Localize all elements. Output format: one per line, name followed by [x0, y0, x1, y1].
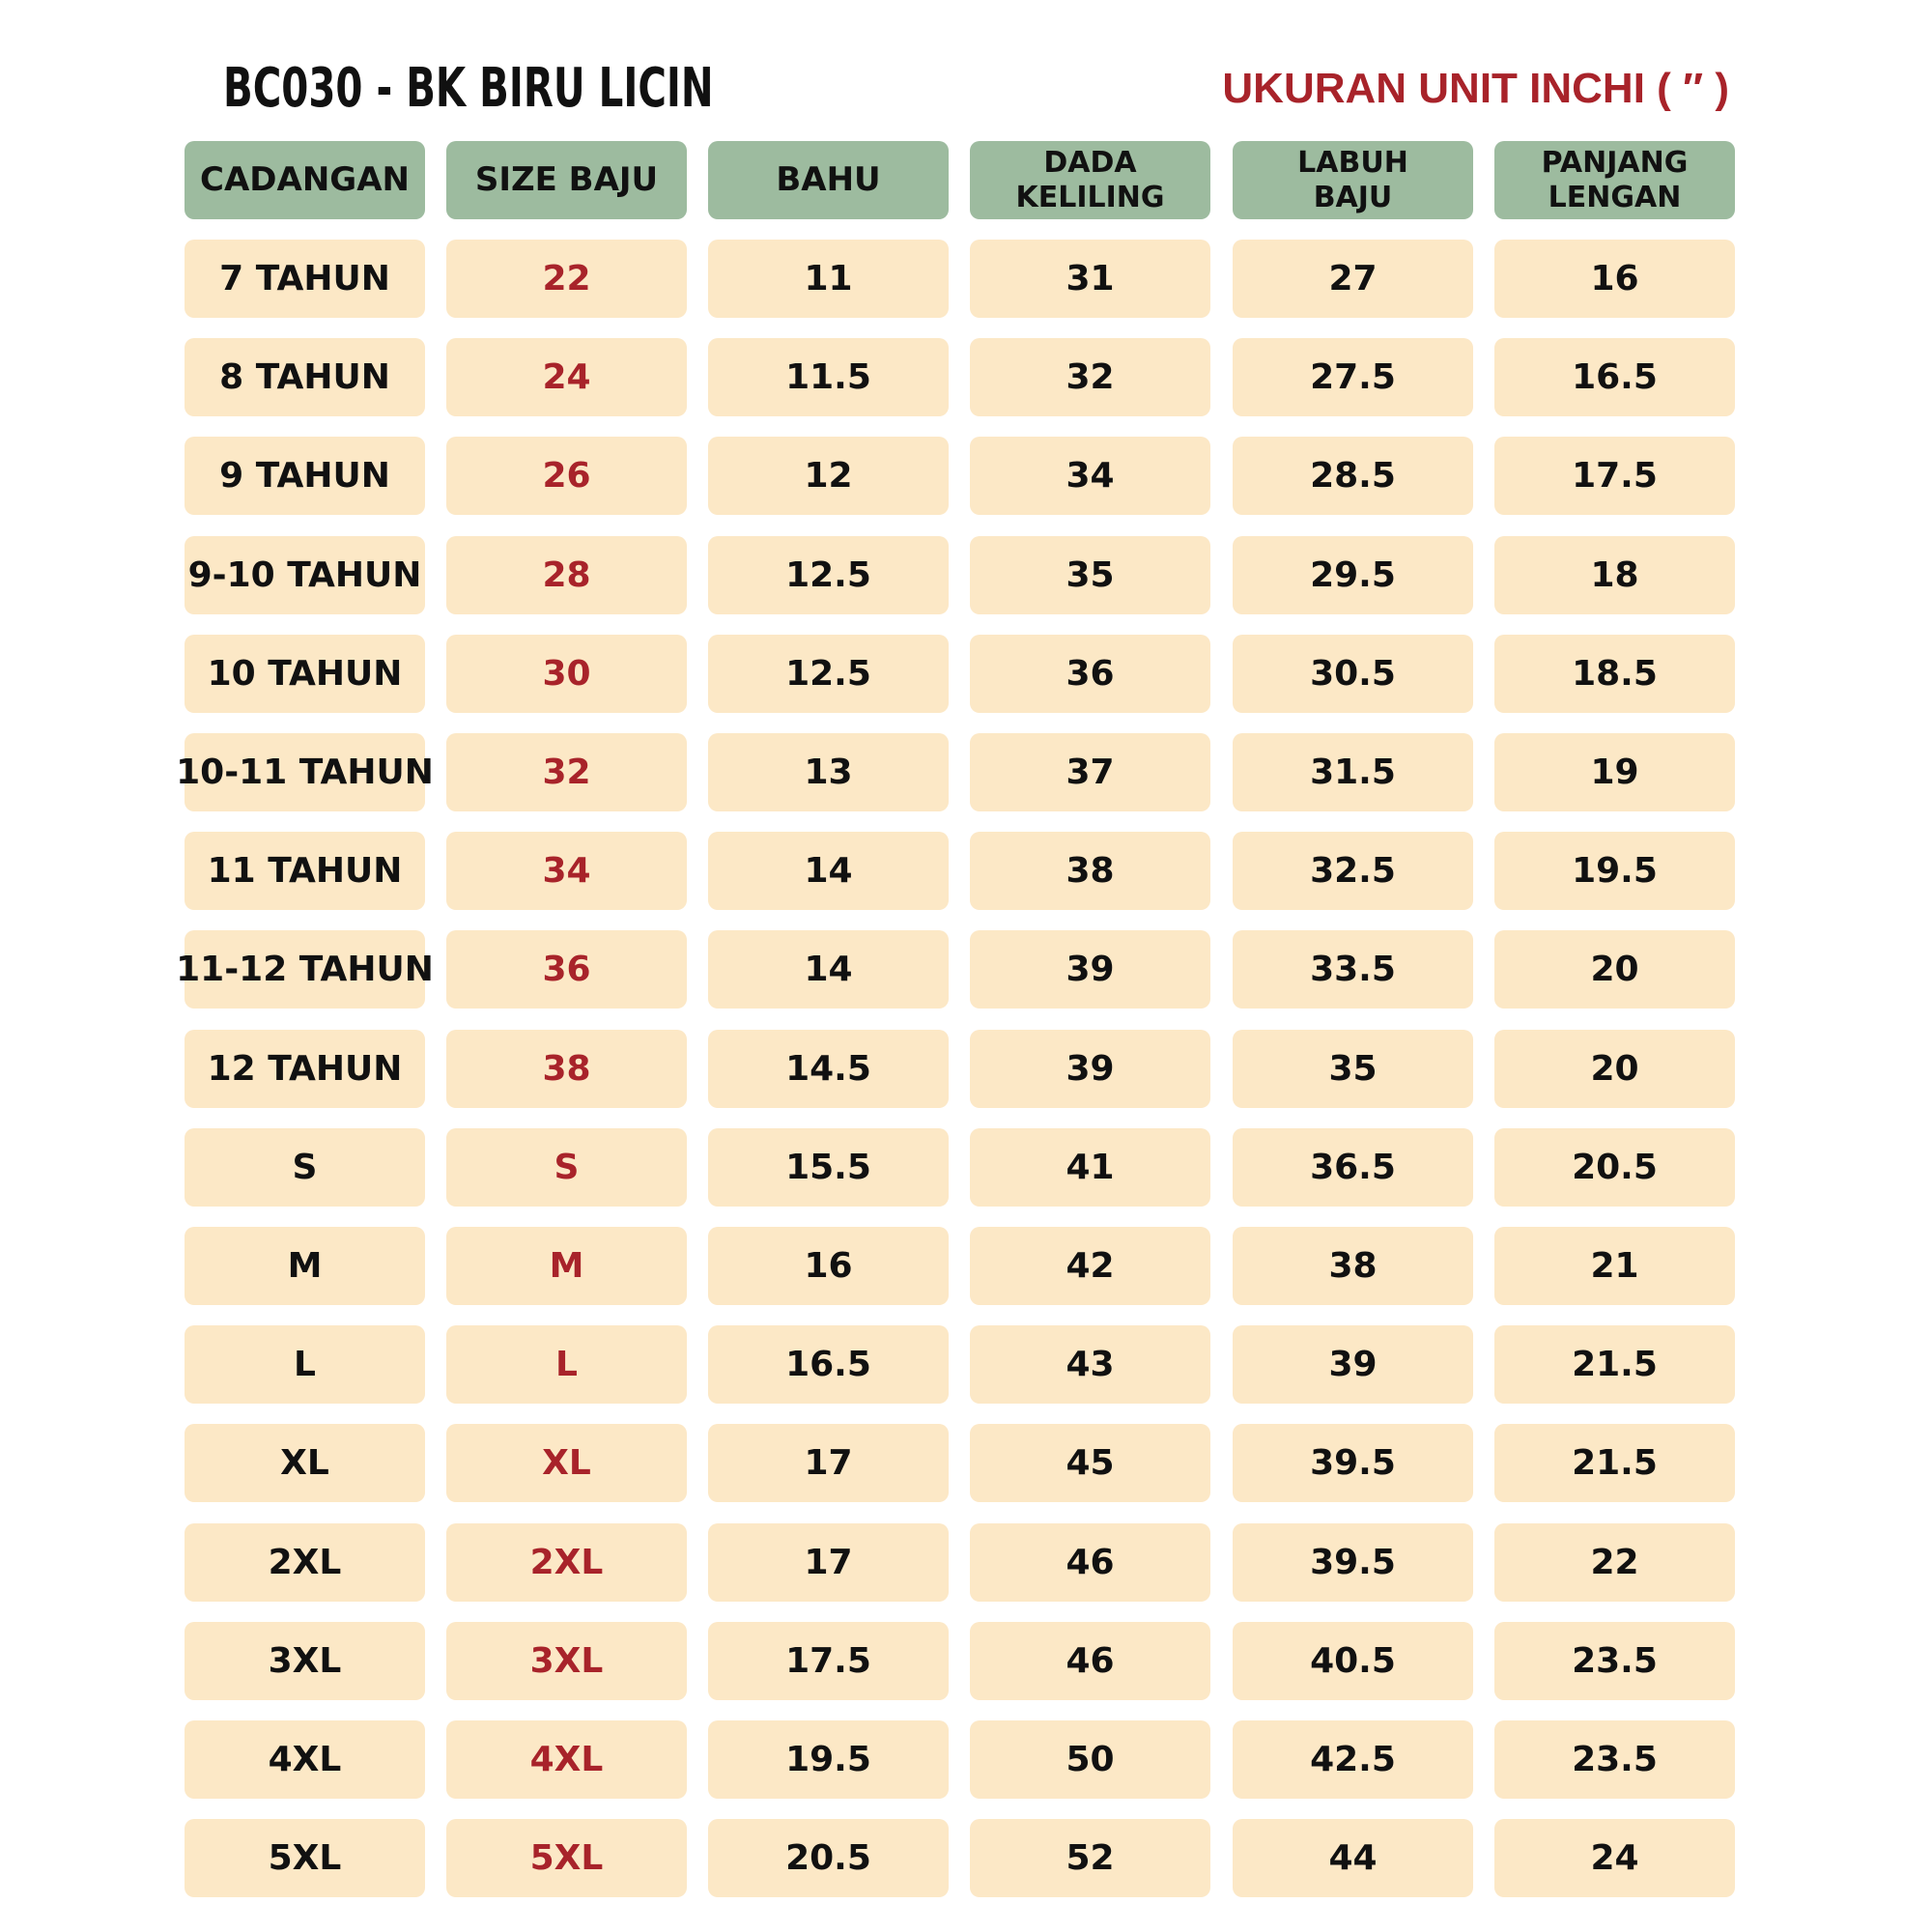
cell-labuh-baju: 27 — [1233, 240, 1473, 318]
cell-bahu: 17 — [708, 1424, 949, 1502]
cell-cadangan: 5XL — [185, 1819, 425, 1897]
cell-size-baju: 4XL — [446, 1720, 687, 1799]
cell-cadangan: 11-12 TAHUN — [185, 930, 425, 1009]
chart-title: BC030 - BK BIRU LICIN — [223, 57, 714, 120]
cell-bahu: 12.5 — [708, 635, 949, 713]
cell-dada-keliling: 52 — [970, 1819, 1210, 1897]
cell-dada-keliling: 41 — [970, 1128, 1210, 1207]
cell-cadangan: 3XL — [185, 1622, 425, 1700]
cell-panjang-lengan: 16 — [1494, 240, 1735, 318]
cell-dada-keliling: 43 — [970, 1325, 1210, 1404]
cell-cadangan: 10 TAHUN — [185, 635, 425, 713]
cell-bahu: 16.5 — [708, 1325, 949, 1404]
cell-panjang-lengan: 19 — [1494, 733, 1735, 811]
cell-cadangan: 7 TAHUN — [185, 240, 425, 318]
cell-panjang-lengan: 20.5 — [1494, 1128, 1735, 1207]
cell-labuh-baju: 42.5 — [1233, 1720, 1473, 1799]
cell-size-baju: 22 — [446, 240, 687, 318]
cell-dada-keliling: 42 — [970, 1227, 1210, 1305]
cell-bahu: 13 — [708, 733, 949, 811]
cell-labuh-baju: 35 — [1233, 1030, 1473, 1108]
cell-size-baju: S — [446, 1128, 687, 1207]
cell-size-baju: 30 — [446, 635, 687, 713]
cell-dada-keliling: 31 — [970, 240, 1210, 318]
cell-dada-keliling: 45 — [970, 1424, 1210, 1502]
cell-cadangan: 4XL — [185, 1720, 425, 1799]
cell-labuh-baju: 39 — [1233, 1325, 1473, 1404]
cell-bahu: 11.5 — [708, 338, 949, 416]
cell-bahu: 11 — [708, 240, 949, 318]
cell-dada-keliling: 39 — [970, 930, 1210, 1009]
unit-label: UKURAN UNIT INCHI ( ″ ) — [1222, 65, 1729, 112]
cell-panjang-lengan: 21.5 — [1494, 1325, 1735, 1404]
cell-size-baju: 36 — [446, 930, 687, 1009]
cell-panjang-lengan: 18 — [1494, 536, 1735, 614]
cell-labuh-baju: 29.5 — [1233, 536, 1473, 614]
cell-cadangan: 8 TAHUN — [185, 338, 425, 416]
cell-cadangan: XL — [185, 1424, 425, 1502]
cell-size-baju: 3XL — [446, 1622, 687, 1700]
cell-cadangan: 10-11 TAHUN — [185, 733, 425, 811]
cell-labuh-baju: 44 — [1233, 1819, 1473, 1897]
column-header-size-baju: SIZE BAJU — [446, 141, 687, 219]
cell-size-baju: XL — [446, 1424, 687, 1502]
cell-size-baju: 2XL — [446, 1523, 687, 1602]
cell-labuh-baju: 28.5 — [1233, 437, 1473, 515]
cell-cadangan: 9-10 TAHUN — [185, 536, 425, 614]
cell-panjang-lengan: 17.5 — [1494, 437, 1735, 515]
cell-cadangan: 11 TAHUN — [185, 832, 425, 910]
cell-cadangan: M — [185, 1227, 425, 1305]
cell-labuh-baju: 40.5 — [1233, 1622, 1473, 1700]
cell-bahu: 20.5 — [708, 1819, 949, 1897]
column-header-labuh-baju: LABUH BAJU — [1233, 141, 1473, 219]
cell-labuh-baju: 27.5 — [1233, 338, 1473, 416]
cell-size-baju: 5XL — [446, 1819, 687, 1897]
cell-dada-keliling: 46 — [970, 1622, 1210, 1700]
cell-size-baju: 28 — [446, 536, 687, 614]
cell-labuh-baju: 39.5 — [1233, 1523, 1473, 1602]
cell-panjang-lengan: 24 — [1494, 1819, 1735, 1897]
column-header-cadangan: CADANGAN — [185, 141, 425, 219]
cell-dada-keliling: 34 — [970, 437, 1210, 515]
cell-dada-keliling: 35 — [970, 536, 1210, 614]
cell-panjang-lengan: 23.5 — [1494, 1720, 1735, 1799]
cell-dada-keliling: 46 — [970, 1523, 1210, 1602]
cell-size-baju: M — [446, 1227, 687, 1305]
cell-panjang-lengan: 18.5 — [1494, 635, 1735, 713]
cell-labuh-baju: 31.5 — [1233, 733, 1473, 811]
cell-size-baju: L — [446, 1325, 687, 1404]
cell-dada-keliling: 36 — [970, 635, 1210, 713]
cell-bahu: 19.5 — [708, 1720, 949, 1799]
cell-panjang-lengan: 21.5 — [1494, 1424, 1735, 1502]
cell-labuh-baju: 38 — [1233, 1227, 1473, 1305]
cell-cadangan: S — [185, 1128, 425, 1207]
cell-dada-keliling: 39 — [970, 1030, 1210, 1108]
cell-labuh-baju: 30.5 — [1233, 635, 1473, 713]
cell-bahu: 17 — [708, 1523, 949, 1602]
cell-panjang-lengan: 23.5 — [1494, 1622, 1735, 1700]
cell-bahu: 14.5 — [708, 1030, 949, 1108]
column-header-dada-keliling: DADA KELILING — [970, 141, 1210, 219]
cell-panjang-lengan: 16.5 — [1494, 338, 1735, 416]
cell-dada-keliling: 38 — [970, 832, 1210, 910]
cell-cadangan: 9 TAHUN — [185, 437, 425, 515]
cell-panjang-lengan: 20 — [1494, 930, 1735, 1009]
cell-panjang-lengan: 20 — [1494, 1030, 1735, 1108]
cell-dada-keliling: 37 — [970, 733, 1210, 811]
column-header-panjang-lengan: PANJANG LENGAN — [1494, 141, 1735, 219]
cell-size-baju: 26 — [446, 437, 687, 515]
cell-labuh-baju: 36.5 — [1233, 1128, 1473, 1207]
column-header-bahu: BAHU — [708, 141, 949, 219]
cell-bahu: 15.5 — [708, 1128, 949, 1207]
cell-bahu: 16 — [708, 1227, 949, 1305]
cell-panjang-lengan: 21 — [1494, 1227, 1735, 1305]
cell-size-baju: 32 — [446, 733, 687, 811]
cell-panjang-lengan: 22 — [1494, 1523, 1735, 1602]
cell-bahu: 14 — [708, 930, 949, 1009]
cell-bahu: 12.5 — [708, 536, 949, 614]
cell-labuh-baju: 33.5 — [1233, 930, 1473, 1009]
cell-size-baju: 38 — [446, 1030, 687, 1108]
cell-size-baju: 24 — [446, 338, 687, 416]
cell-cadangan: 12 TAHUN — [185, 1030, 425, 1108]
cell-panjang-lengan: 19.5 — [1494, 832, 1735, 910]
cell-size-baju: 34 — [446, 832, 687, 910]
cell-bahu: 12 — [708, 437, 949, 515]
cell-cadangan: 2XL — [185, 1523, 425, 1602]
cell-dada-keliling: 32 — [970, 338, 1210, 416]
cell-dada-keliling: 50 — [970, 1720, 1210, 1799]
cell-bahu: 17.5 — [708, 1622, 949, 1700]
cell-labuh-baju: 39.5 — [1233, 1424, 1473, 1502]
cell-cadangan: L — [185, 1325, 425, 1404]
cell-bahu: 14 — [708, 832, 949, 910]
cell-labuh-baju: 32.5 — [1233, 832, 1473, 910]
